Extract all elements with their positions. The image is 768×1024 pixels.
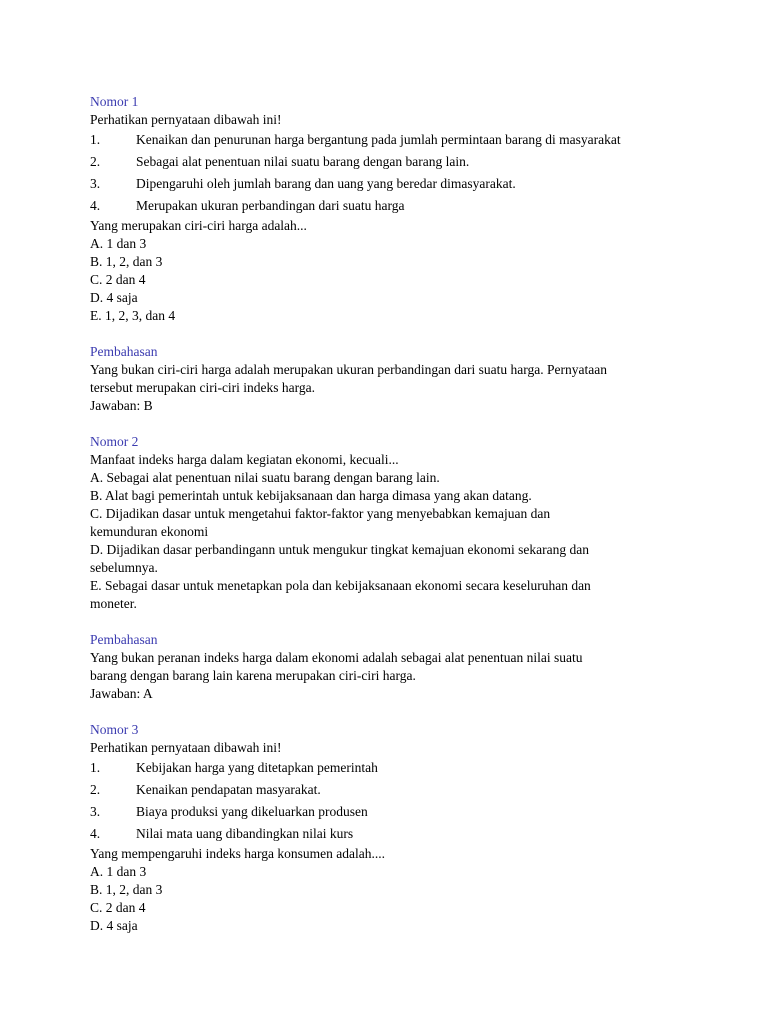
statement-text: Kenaikan pendapatan masyarakat. xyxy=(136,782,321,797)
answer-option-line: kemunduran ekonomi xyxy=(90,524,209,539)
discussion-1-heading: Pembahasan xyxy=(90,344,158,359)
statement-text: Merupakan ukuran perbandingan dari suatu harga xyxy=(136,198,405,213)
statement-text: Kenaikan dan penurunan harga bergantung pada jumlah permintaan barang di masyarakat xyxy=(136,132,621,147)
discussion-2-answer: Jawaban: A xyxy=(90,686,153,701)
question-3-text: Yang mempengaruhi indeks harga konsumen adalah.... xyxy=(90,846,385,861)
answer-option-line: C. Dijadikan dasar untuk mengetahui faktor-faktor yang menyebabkan kemajuan dan xyxy=(90,506,551,521)
answer-option: E. 1, 2, 3, dan 4 xyxy=(90,308,176,323)
statement-number: 4. xyxy=(90,826,101,841)
answer-option-line: sebelumnya. xyxy=(90,560,158,575)
answer-option: C. 2 dan 4 xyxy=(90,900,146,915)
statement-text: Kebijakan harga yang ditetapkan pemerintah xyxy=(136,760,378,775)
document-content xyxy=(90,93,690,935)
statement-text: Dipengaruhi oleh jumlah barang dan uang yang beredar dimasyarakat. xyxy=(136,176,516,191)
question-1-text: Yang merupakan ciri-ciri harga adalah... xyxy=(90,218,307,233)
statement-number: 3. xyxy=(90,176,101,191)
discussion-1-answer: Jawaban: B xyxy=(90,398,153,413)
statement-number: 1. xyxy=(90,132,101,147)
answer-option: D. 4 saja xyxy=(90,290,138,305)
question-1-heading: Nomor 1 xyxy=(90,94,139,109)
question-1-options xyxy=(90,235,690,325)
question-3-intro: Perhatikan pernyataan dibawah ini! xyxy=(90,740,282,755)
answer-option: A. 1 dan 3 xyxy=(90,864,147,879)
answer-option xyxy=(90,505,690,541)
question-2-options xyxy=(90,469,690,613)
statement-item xyxy=(90,195,690,217)
statement-item xyxy=(90,823,690,845)
answer-option xyxy=(90,577,690,613)
discussion-2-line: barang dengan barang lain karena merupakan ciri-ciri harga. xyxy=(90,668,416,683)
answer-option: B. Alat bagi pemerintah untuk kebijaksanaan dan harga dimasa yang akan datang. xyxy=(90,488,532,503)
statement-number: 4. xyxy=(90,198,101,213)
question-2-heading: Nomor 2 xyxy=(90,434,139,449)
answer-option: A. 1 dan 3 xyxy=(90,236,147,251)
discussion-2-line: Yang bukan peranan indeks harga dalam ekonomi adalah sebagai alat penentuan nilai suatu xyxy=(90,650,583,665)
statement-text: Nilai mata uang dibandingkan nilai kurs xyxy=(136,826,354,841)
statement-item xyxy=(90,151,690,173)
answer-option: B. 1, 2, dan 3 xyxy=(90,254,163,269)
statement-item xyxy=(90,129,690,151)
question-1-intro: Perhatikan pernyataan dibawah ini! xyxy=(90,112,282,127)
answer-option-line: moneter. xyxy=(90,596,137,611)
statement-number: 2. xyxy=(90,154,101,169)
question-3-heading: Nomor 3 xyxy=(90,722,139,737)
answer-option: B. 1, 2, dan 3 xyxy=(90,882,163,897)
statement-number: 1. xyxy=(90,760,101,775)
discussion-1-line: tersebut merupakan ciri-ciri indeks harga. xyxy=(90,380,316,395)
statement-item xyxy=(90,779,690,801)
discussion-2-heading: Pembahasan xyxy=(90,632,158,647)
answer-option-line: D. Dijadikan dasar perbandingann untuk mengukur tingkat kemajuan ekonomi sekarang dan xyxy=(90,542,589,557)
answer-option xyxy=(90,541,690,577)
statement-text: Sebagai alat penentuan nilai suatu barang dengan barang lain. xyxy=(136,154,470,169)
statement-item xyxy=(90,173,690,195)
statement-item xyxy=(90,801,690,823)
question-3-options xyxy=(90,863,690,935)
statement-number: 3. xyxy=(90,804,101,819)
answer-option: C. 2 dan 4 xyxy=(90,272,146,287)
answer-option: A. Sebagai alat penentuan nilai suatu barang dengan barang lain. xyxy=(90,470,440,485)
statement-text: Biaya produksi yang dikeluarkan produsen xyxy=(136,804,368,819)
discussion-1-line: Yang bukan ciri-ciri harga adalah merupakan ukuran perbandingan dari suatu harga. Pernyataan xyxy=(90,362,607,377)
question-1-statements xyxy=(90,129,690,217)
question-2-text: Manfaat indeks harga dalam kegiatan ekonomi, kecuali... xyxy=(90,452,399,467)
answer-option-line: E. Sebagai dasar untuk menetapkan pola dan kebijaksanaan ekonomi secara keseluruhan dan xyxy=(90,578,591,593)
statement-item xyxy=(90,757,690,779)
question-3-statements xyxy=(90,757,690,845)
answer-option: D. 4 saja xyxy=(90,918,138,933)
statement-number: 2. xyxy=(90,782,101,797)
